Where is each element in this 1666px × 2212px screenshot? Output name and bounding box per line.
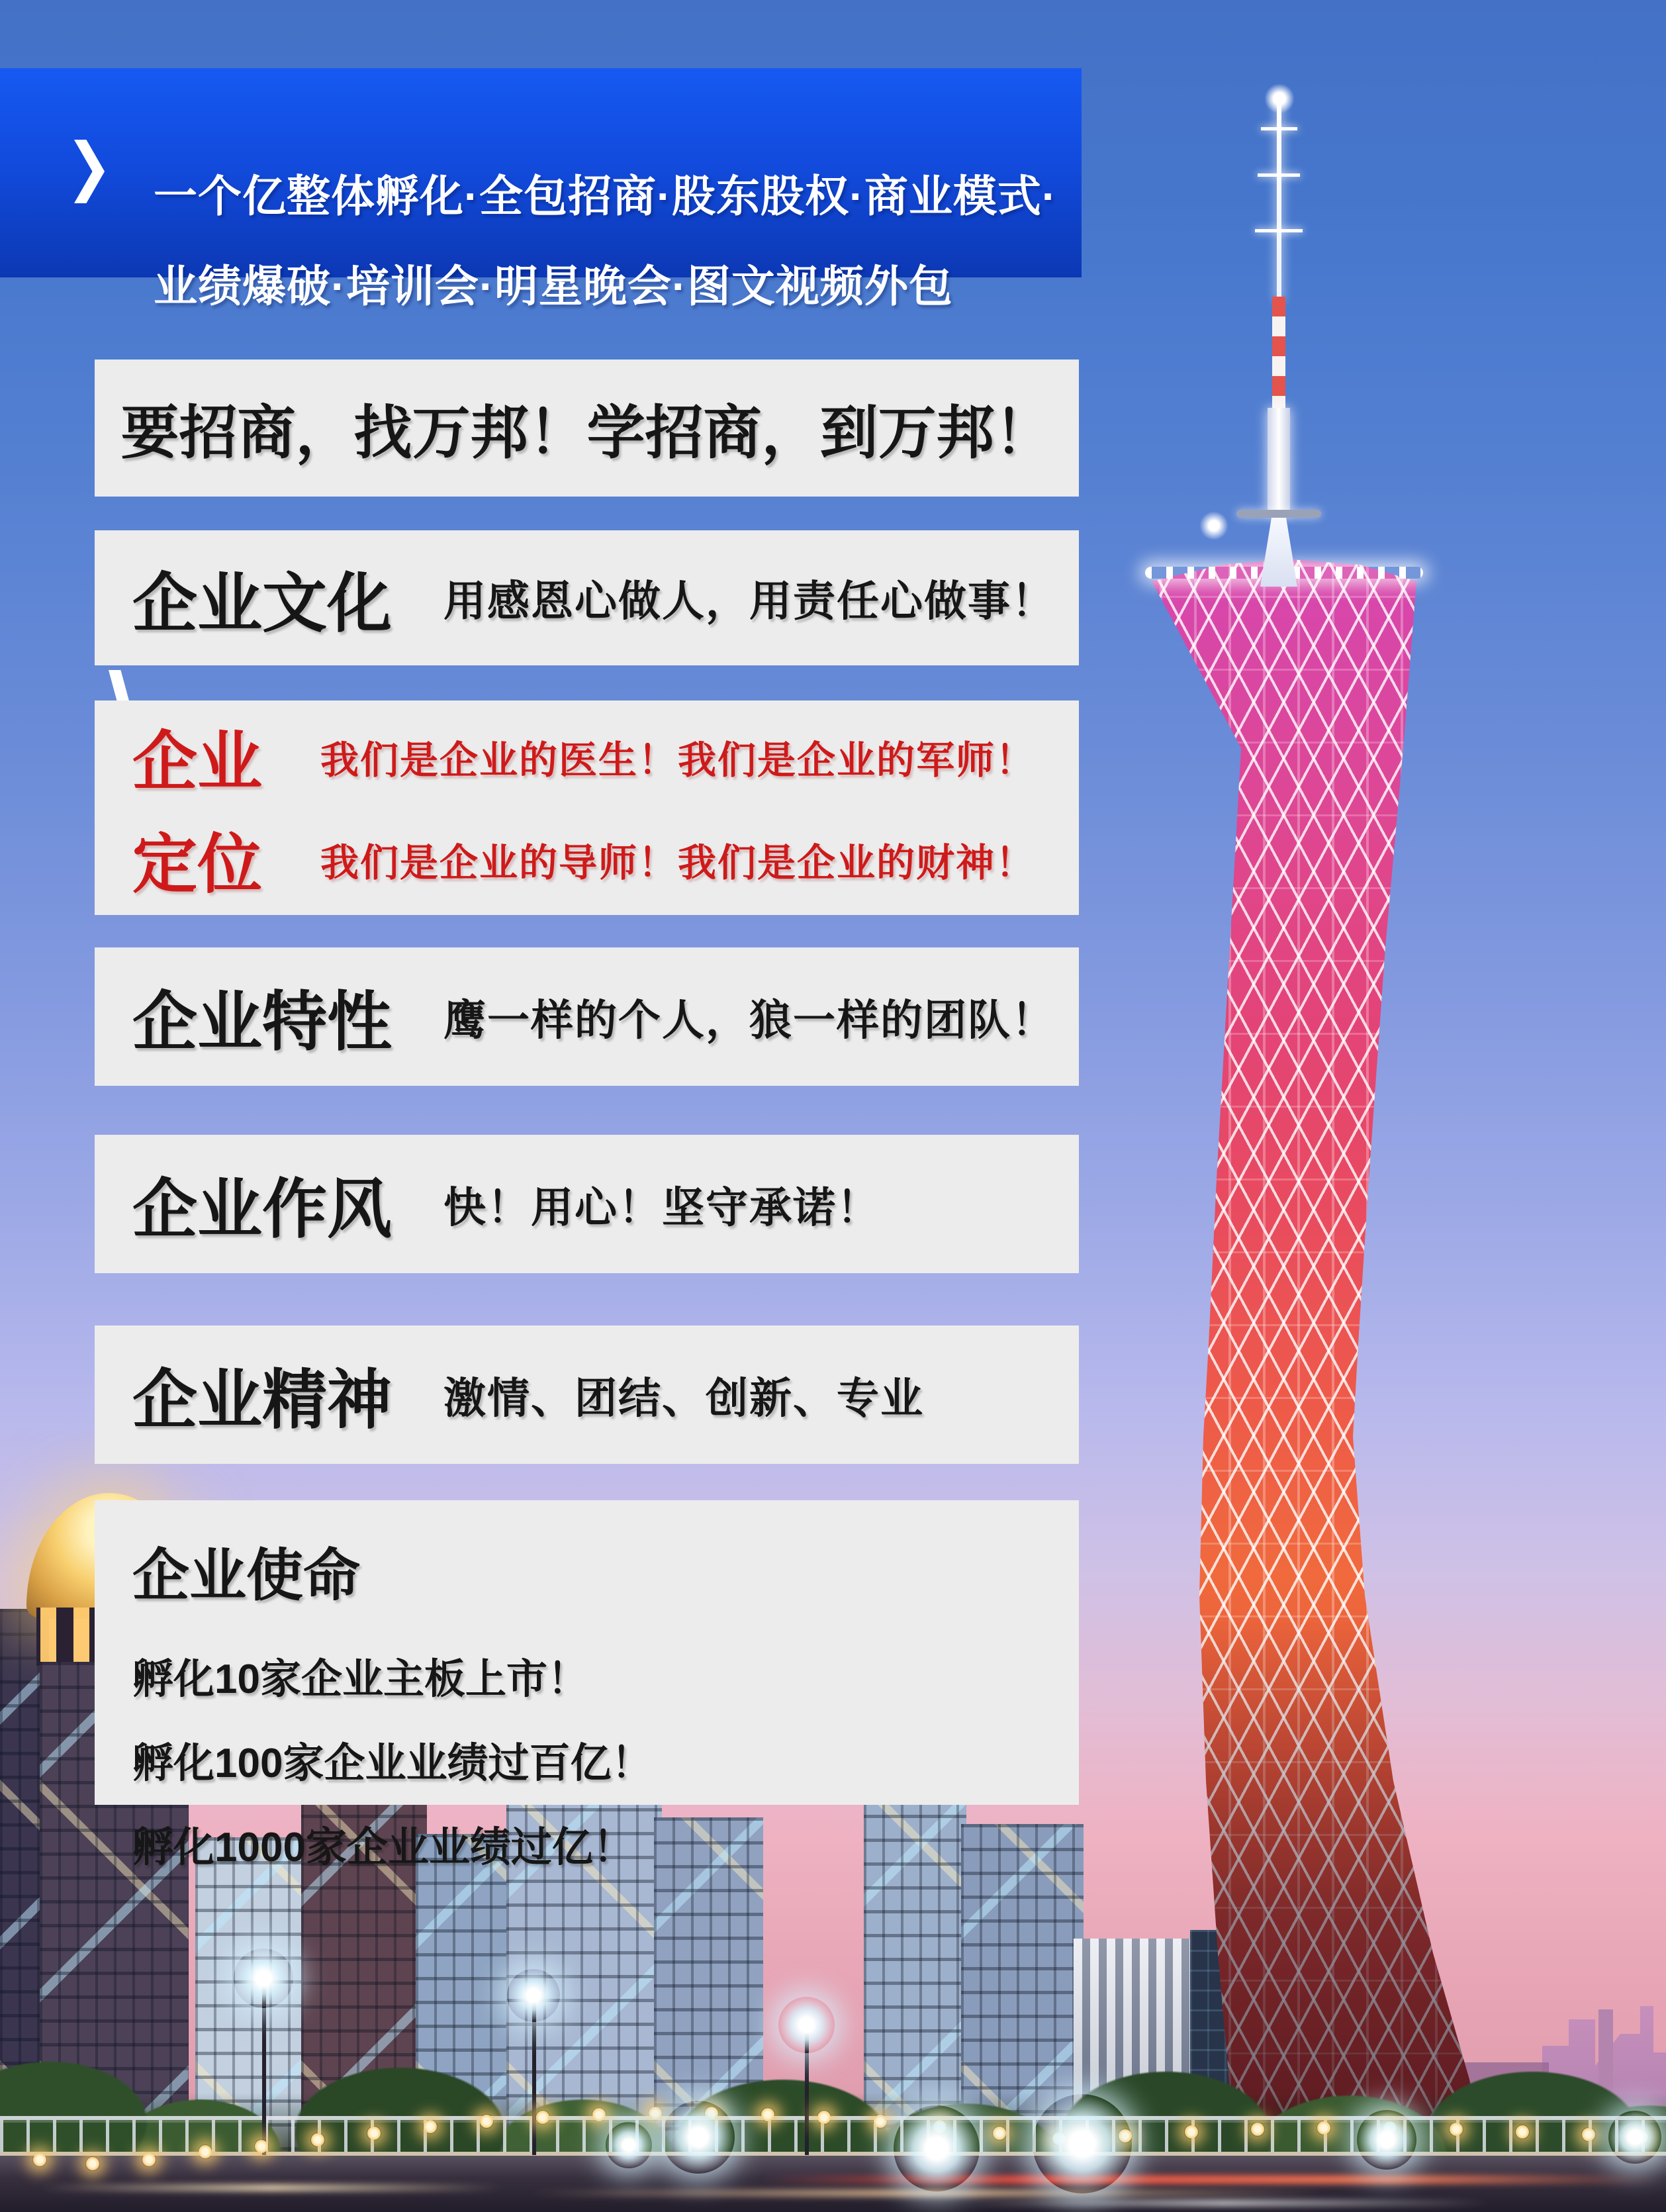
traits-title: 企业特性 [132,985,393,1058]
light-burst [662,2101,735,2174]
street-lamp-glow [85,2156,100,2171]
workstyle-card [95,1135,1079,1273]
mission-line: 孵化1000家企业业绩过亿！ [132,1825,634,1870]
light-burst [507,1969,560,2022]
slogan-card [95,360,1079,497]
street-lamp-glow [592,2107,606,2122]
antenna-platform [1236,510,1321,518]
mission-card [95,1500,1079,1870]
light-burst [606,2122,652,2168]
street-lamp-glow [1184,2125,1199,2139]
traits-desc: 鹰一样的个人，狼一样的团队！ [443,996,1056,1044]
light-burst [894,2105,980,2191]
light-burst [234,1948,293,2008]
positioning-card [95,700,1079,915]
antenna-crossbar [1261,127,1297,130]
street-lamp-glow [479,2114,494,2129]
promo-banner [0,68,1082,311]
light-burst [778,1997,835,2053]
light-burst [1357,2110,1416,2170]
slogan-text: 要招商，找万邦！学招商，到万邦！ [120,399,1053,465]
light-trail [40,2185,503,2191]
light-trail [960,2201,1489,2205]
street-lamp-glow [761,2107,775,2122]
street-lamp-glow [535,2110,550,2125]
tower-lattice-body [1125,86,1562,2212]
street-lamp-glow [1581,2127,1596,2142]
street-lamp-glow [817,2110,831,2125]
antenna-crossbar [1255,229,1303,232]
street-lamp-glow [1317,2121,1331,2135]
banner-line-1: 一个亿整体孵化·全包招商·股东股权·商业模式· [154,171,1057,220]
light-burst [1033,2094,1132,2193]
antenna-striped-section [1272,297,1285,408]
canton-tower [1125,86,1562,2212]
spirit-card [95,1325,1079,1464]
mission-line: 孵化10家企业主板上市！ [132,1657,588,1702]
light-burst [1608,2111,1661,2164]
street-lamp-glow [32,2152,47,2167]
antenna-crossbar [1258,173,1300,177]
mission-line: 孵化100家企业业绩过百亿！ [132,1741,653,1786]
spirit-desc: 激情、团结、创新、专业 [443,1374,925,1422]
street-lamp-glow [367,2126,381,2140]
street-lamp-glow [1250,2122,1265,2137]
culture-desc: 用感恩心做人，用责任心做事！ [443,577,1056,625]
antenna-base [1260,514,1297,587]
mission-title: 企业使命 [132,1544,360,1608]
spirit-title: 企业精神 [132,1363,393,1436]
street-lamp-glow [992,2126,1007,2140]
street-lamp-glow [648,2106,663,2121]
positioning-desc-1: 我们是企业的医生！我们是企业的军师！ [320,738,1036,782]
street-lamp-glow [423,2119,438,2134]
positioning-row-2 [132,812,1079,906]
traits-card [95,947,1079,1086]
banner-line-2: 业绩爆破·培训会·明星晚会·图文视频外包 [154,262,953,311]
positioning-desc-2: 我们是企业的导师！我们是企业的财神！ [320,841,1036,885]
positioning-title-2: 定位 [132,828,263,900]
light-trail [530,2190,1324,2196]
antenna-mast [1268,408,1290,514]
street-lamp-glow [142,2152,156,2167]
street-lamp-glow [254,2139,269,2154]
workstyle-desc: 快！用心！坚守承诺！ [443,1183,881,1231]
street-lamp-glow [1515,2125,1530,2139]
positioning-row-1 [132,710,1079,803]
workstyle-title: 企业作风 [132,1173,393,1245]
light-trail [761,2176,1661,2184]
street-lamp-glow [198,2144,212,2159]
positioning-title-1: 企业 [132,725,263,798]
street-lamp-glow [873,2114,888,2129]
culture-card [95,530,1079,665]
street-lamp-glow [1449,2122,1463,2137]
double-chevron-right-icon [74,140,154,203]
chevron-icon [74,140,105,203]
platform-light-glow [1199,511,1228,540]
culture-title: 企业文化 [132,566,393,640]
street-lamp-glow [310,2133,325,2147]
